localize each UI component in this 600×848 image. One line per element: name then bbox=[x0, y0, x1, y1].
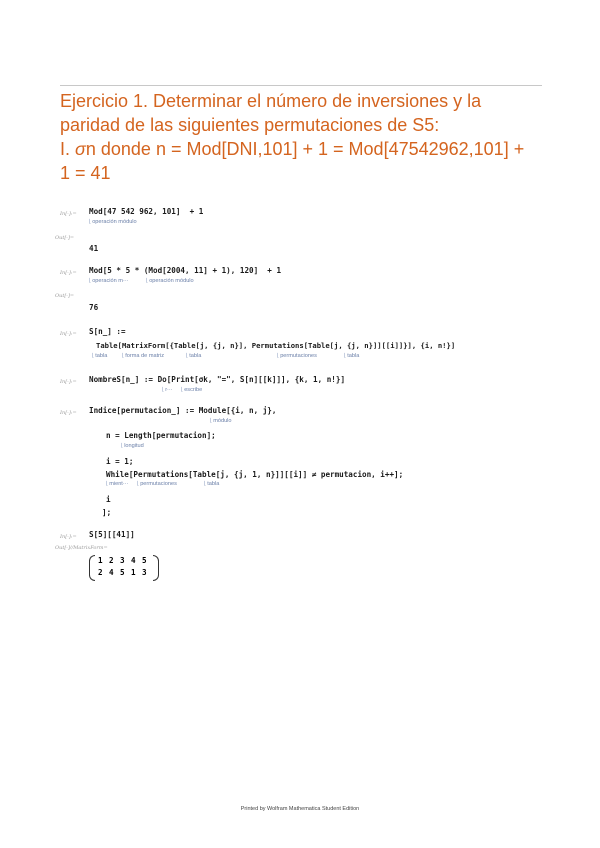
input-cell-3-line-1[interactable]: S[n_] := bbox=[89, 327, 126, 336]
heading-line-4: 1 = 41 bbox=[60, 163, 111, 183]
hint-escribe: ⌊ escribe bbox=[181, 387, 202, 394]
hint-operacion-m: ⌊ operación m··· bbox=[89, 278, 129, 285]
hint-permutaciones: ⌊ permutaciones bbox=[277, 353, 317, 360]
input-cell-5-line-3[interactable]: i = 1; bbox=[106, 457, 134, 466]
right-paren bbox=[153, 555, 159, 581]
hint-tabla: ⌊ tabla bbox=[186, 353, 201, 360]
out-label: Out[-]= bbox=[55, 293, 75, 299]
input-cell-4[interactable]: NombreS[n_] := Do[Print[σk, "=", S[n][[k]]], {k, 1, n!}] bbox=[89, 375, 346, 384]
hint-permutaciones: ⌊ permutaciones bbox=[137, 481, 177, 488]
hint-tabla: ⌊ tabla bbox=[344, 353, 359, 360]
out-matrixform-label: Out[-]//MatrixForm= bbox=[55, 545, 108, 551]
output-cell-2: 76 bbox=[89, 303, 99, 312]
section-heading bbox=[60, 89, 540, 185]
matrix-output bbox=[89, 555, 159, 579]
in-label: In[-]:= bbox=[60, 410, 77, 416]
in-label: In[-]:= bbox=[60, 534, 77, 540]
matrix-cell: 1 bbox=[131, 568, 136, 577]
input-cell-6[interactable]: S[5][[41]] bbox=[89, 530, 135, 539]
input-cell-2[interactable]: Mod[5 * 5 * (Mod[2004, 11] + 1), 120] + 1 bbox=[89, 266, 282, 275]
heading-line-2: paridad de las siguientes permutaciones de S5: bbox=[60, 115, 440, 135]
matrix-row-2 bbox=[98, 568, 153, 577]
hint-mient: ⌊ mient··· bbox=[106, 481, 128, 488]
input-cell-5-line-6[interactable]: ]; bbox=[102, 508, 112, 517]
input-cell-5-line-1[interactable]: Indice[permutacion_] := Module[{i, n, j}, bbox=[89, 406, 277, 415]
heading-line-1: Ejercicio 1. Determinar el número de inversiones y la bbox=[60, 91, 482, 111]
hint-tabla: ⌊ tabla bbox=[204, 481, 219, 488]
hint-modulo: ⌊ módulo bbox=[210, 418, 232, 425]
matrix-cell: 5 bbox=[120, 568, 125, 577]
in-label: In[-]:= bbox=[60, 331, 77, 337]
hint-forma-de-matriz: ⌊ forma de matriz bbox=[122, 353, 164, 360]
hint-r: ⌊ r··· bbox=[162, 387, 173, 394]
heading-line-3-prefix: I. bbox=[60, 139, 76, 159]
footer-text: Printed by Wolfram Mathematica Student Edition bbox=[240, 806, 360, 812]
hint-operacion-modulo: ⌊ operación módulo bbox=[146, 278, 194, 285]
hint-operacion-modulo: ⌊ operación módulo bbox=[89, 219, 137, 226]
left-paren bbox=[89, 555, 95, 581]
out-label: Out[-]= bbox=[55, 235, 75, 241]
top-rule bbox=[60, 85, 542, 86]
hint-tabla: ⌊ tabla bbox=[92, 353, 107, 360]
matrix-row-1 bbox=[98, 556, 153, 565]
in-label: In[-]:= bbox=[60, 270, 77, 276]
matrix-cell: 5 bbox=[142, 556, 147, 565]
matrix-cell: 1 bbox=[98, 556, 103, 565]
matrix-cell: 4 bbox=[131, 556, 136, 565]
sigma-symbol: σ bbox=[75, 139, 86, 159]
input-cell-5-line-4[interactable]: While[Permutations[Table[j, {j, 1, n}]][[i]] ≠ permutacion, i++]; bbox=[106, 470, 404, 479]
matrix-cell: 3 bbox=[120, 556, 125, 565]
hint-longitud: ⌊ longitud bbox=[121, 443, 144, 450]
in-label: In[-]:= bbox=[60, 211, 77, 217]
input-cell-5-line-5[interactable]: i bbox=[106, 495, 111, 504]
matrix-cell: 4 bbox=[109, 568, 114, 577]
matrix-cell: 2 bbox=[109, 556, 114, 565]
in-label: In[-]:= bbox=[60, 379, 77, 385]
heading-line-3 bbox=[60, 137, 540, 161]
heading-line-3-rest: n donde n = Mod[DNI,101] + 1 = Mod[47542962,101] + bbox=[85, 139, 525, 159]
input-cell-3-line-2[interactable]: Table[MatrixForm[{Table[j, {j, n}], Permutations[Table[j, {j, n}]][[i]]}], {i, n!}] bbox=[96, 341, 456, 350]
matrix-cell: 3 bbox=[142, 568, 147, 577]
input-cell-1[interactable]: Mod[47 542 962, 101] + 1 bbox=[89, 207, 204, 216]
matrix-cell: 2 bbox=[98, 568, 103, 577]
input-cell-5-line-2[interactable]: n = Length[permutacion]; bbox=[106, 431, 216, 440]
output-cell-1: 41 bbox=[89, 244, 99, 253]
